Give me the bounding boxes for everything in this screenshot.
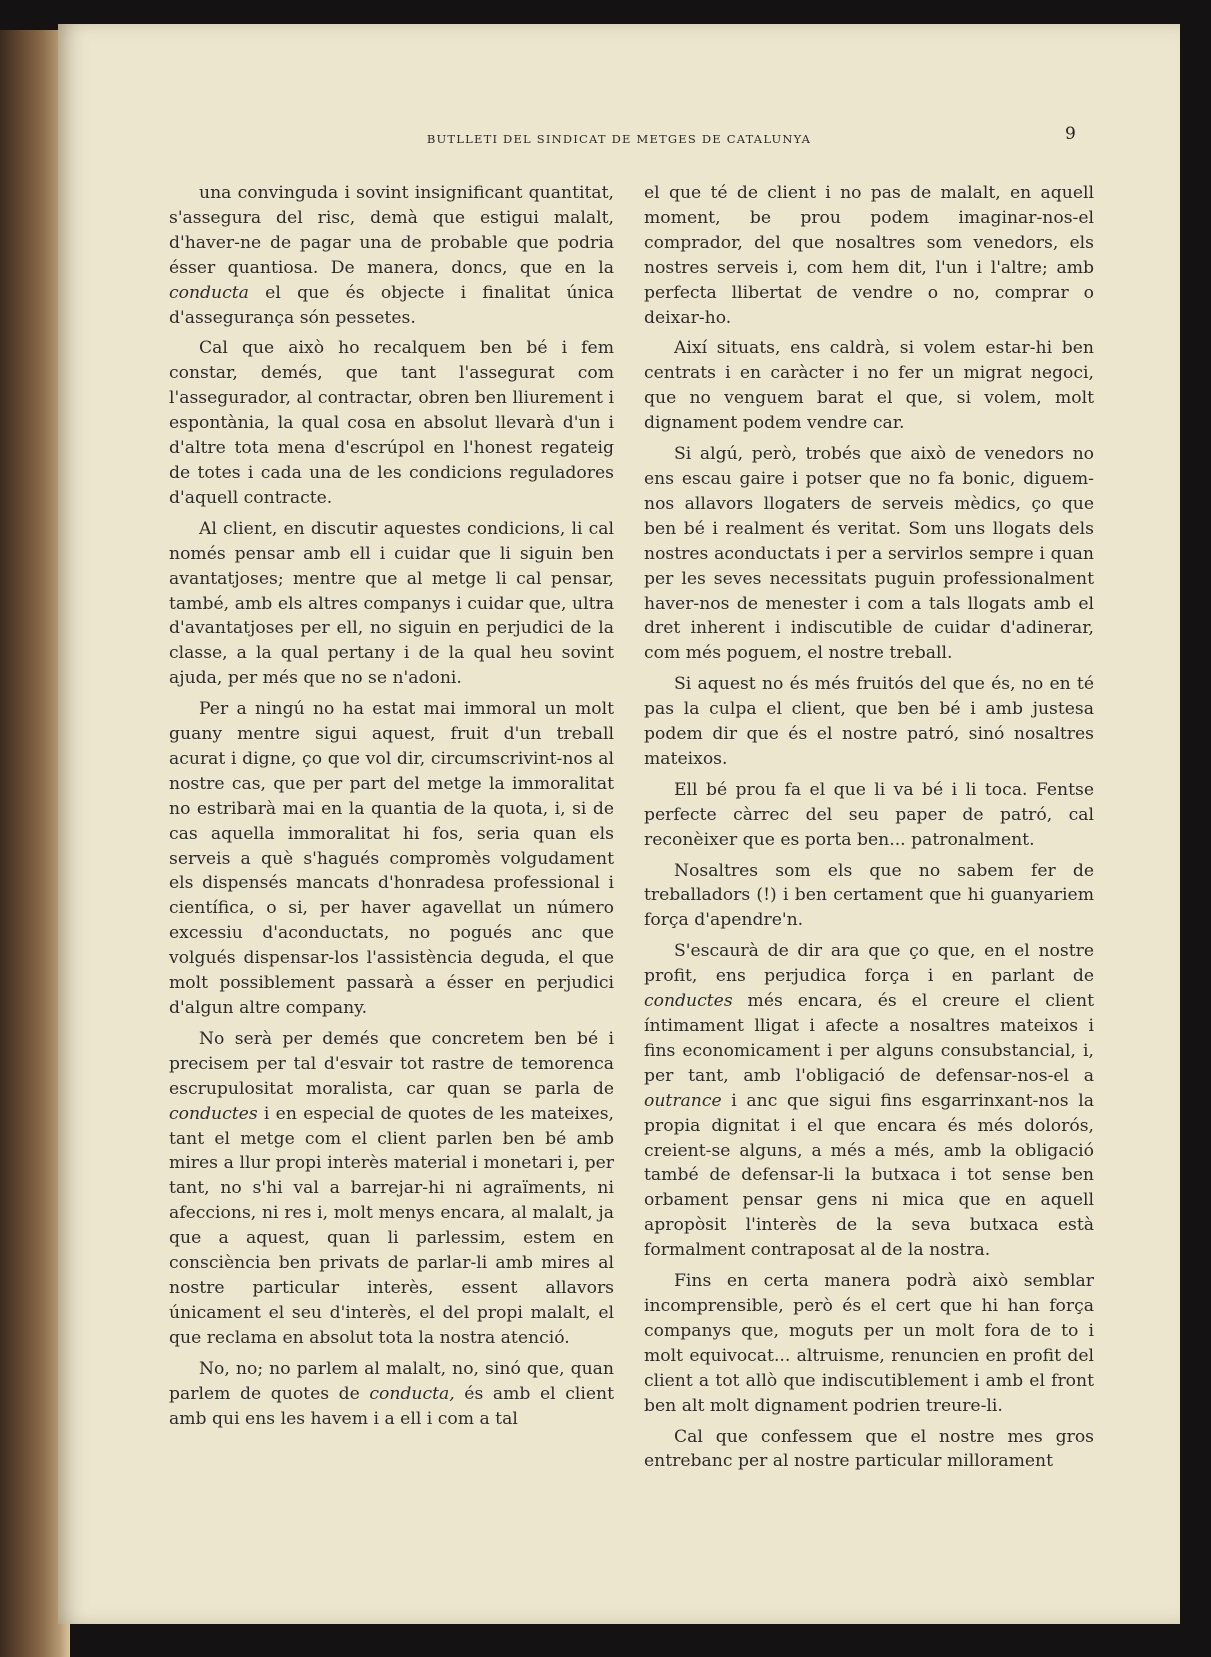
italic-term: conducta, [369,1383,455,1404]
italic-term: conductes [644,991,733,1012]
text-run: Si aquest no és més fruitós del que és, no en té pas la culpa el client, que ben bé i amb justesa podem dir que és el nostre patró, sinó nosaltres mateixos. [644,674,1094,769]
text-run: Fins en certa manera podrà això semblar incomprensible, però és el cert que hi han força companys que, moguts per un molt fora de to i molt equivocat... altruisme, renuncien en profit del client a tot allò que indiscutiblement i amb el front ben alt molt dignament podrien treure-li. [644,1271,1094,1416]
text-run: Així situats, ens caldrà, si volem estar-hi ben centrats i en caràcter i no fer un migrat negoci, que no venguem barat el que, si volem, molt dignament podem vendre car. [644,338,1094,434]
text-run: és amb el client amb qui ens les havem i a ell i com a tal [169,1383,614,1429]
paragraph [644,181,1094,330]
text-run: Cal que confessem que el nostre mes gros entrebanc per al nostre particular millorament [644,1426,1094,1472]
text-run: una convinguda i sovint insignificant quantitat, s'assegura del risc, demà que estigui malalt, d'haver-ne de pagar una de probable que podria ésser quantiosa. De manera, doncs, que en la [169,183,614,278]
text-run: Al client, en discutir aquestes condicions, li cal només pensar amb ell i cuidar que li siguin ben avantatjoses; mentre que al metge li cal pensar, també, amb els altres companys i cuidar que, ultra d'avantatjoses per ell, no siguin en perjudici de la classe, a la qual pertany i de la qual heu sovint ajuda, per més que no se n'adoni. [169,518,614,689]
paragraph [169,1357,614,1432]
text-run: No, no; no parlem al malalt, no, sinó que, quan parlem de quotes de [169,1358,614,1404]
text-run: el que és objecte i finalitat única d'assegurança són pessetes. [169,282,614,328]
paragraph [644,672,1094,772]
text-run: i en especial de quotes de les mateixes, tant el metge com el client parlen ben bé amb mires a llur propi interès material i monetari i, per tant, no s'hi val a barrejar-hi ni agraïments, ni afeccions, ni res i, molt menys encara, al malalt, ja que a aquest, quan li parlessim, estem en consciència ben privats de parlar-li amb mires al nostre particular interès, essent allavors únicament el seu d'interès, el del propi malalt, el que reclama en absolut tota la nostra atenció. [169,1103,614,1348]
paragraph [169,697,614,1021]
italic-term: conducta [169,282,249,303]
paragraph [644,939,1094,1263]
text-run: Si algú, però, trobés que això de venedors no ens escau gaire i potser que no fa bonic, diguem-nos allavors llogaters de serveis mèdics, ço que ben bé i realment és veritat. Som uns llogats dels nostres aconductats i per a servirlos sempre i quan per les seves necessitats puguin professionalment haver-nos de menester i com a tals llogats amb el dret inherent i indiscutible de cuidar d'adinerar, com més poguem, el nostre treball. [644,444,1094,664]
running-head: BUTLLETI DEL SINDICAT DE METGES DE CATALUNYA [426,132,812,146]
text-run: més encara, és el creure el client íntimament lligat i afecte a nosaltres mateixos i fins economicament i per alguns consubstancial, i, per tant, amb l'obligació de defensar-nos-el a [644,991,1094,1086]
paragraph [644,1269,1094,1418]
italic-term: conductes [169,1103,258,1124]
text-run: Nosaltres som els que no sabem fer de treballadors (!) i ben certament que hi guanyariem força d'apendre'n. [644,860,1094,931]
text-run: Ell bé prou fa el que li va bé i li toca. Fentse perfecte càrrec del seu paper de patró, cal reconèixer que es porta ben... patronalment. [644,779,1094,850]
italic-term: outrance [644,1090,722,1111]
paragraph [644,336,1094,436]
paragraph [644,442,1094,666]
paragraph [169,181,614,330]
paragraph [169,336,614,510]
paragraph [644,778,1094,853]
text-run: S'escaurà de dir ara que ço que, en el nostre profit, ens perjudica força i en parlant de [644,941,1094,987]
text-run: el que té de client i no pas de malalt, en aquell moment, be prou podem imaginar-nos-el comprador, del que nosaltres som venedors, els nostres serveis i, com hem dit, l'un i l'altre; amb perfecta llibertat de vendre o no, comprar o deixar-ho. [644,183,1094,328]
paragraph [169,1027,614,1351]
left-column [169,181,614,1437]
paragraph [644,1425,1094,1475]
page-number: 9 [1065,124,1076,144]
text-run: Cal que això ho recalquem ben bé i fem constar, demés, que tant l'assegurat com l'assegurador, al contractar, obren ben lliurement i espontània, la qual cosa en absolut llevarà d'un i d'altre tota mena d'escrúpol en l'honest regateig de totes i cada una de les condicions reguladores d'aquell contracte. [169,338,614,508]
paragraph [169,517,614,691]
text-run: Per a ningú no ha estat mai immoral un molt guany mentre sigui aquest, fruit d'un treball acurat i digne, ço que vol dir, circumscrivint-nos al nostre cas, que per part del metge la immoralitat no estribarà mai en la quantia de la quota, i, si de cas aquella immoralitat hi fos, seria quan els serveis a què s'hagués compromès volgudament els dispensés mancats d'honradesa professional i científica, o si, per haver agavellat un número excessiu d'aconductats, no pogués anc que volgués dispensar-los l'assistència deguda, el que molt possiblement passarà a ésser en perjudici d'algun altre company. [169,699,614,1018]
text-run: No serà per demés que concretem ben bé i precisem per tal d'esvair tot rastre de temorenca escrupulositat moralista, car quan se parla de [169,1028,614,1099]
right-column [644,181,1094,1480]
paragraph [644,859,1094,934]
document-page [58,24,1180,1624]
text-run: i anc que sigui fins esgarrinxant-nos la propia dignitat i el que encara és més dolorós, creient-se alguns, a més a més, amb la obligació també de defensar-li la butxaca i tot sense ben orbament pensar gens ni mica que en aquell apropòsit l'interès de la seva butxaca està formalment contraposat al de la nostra. [644,1090,1094,1261]
